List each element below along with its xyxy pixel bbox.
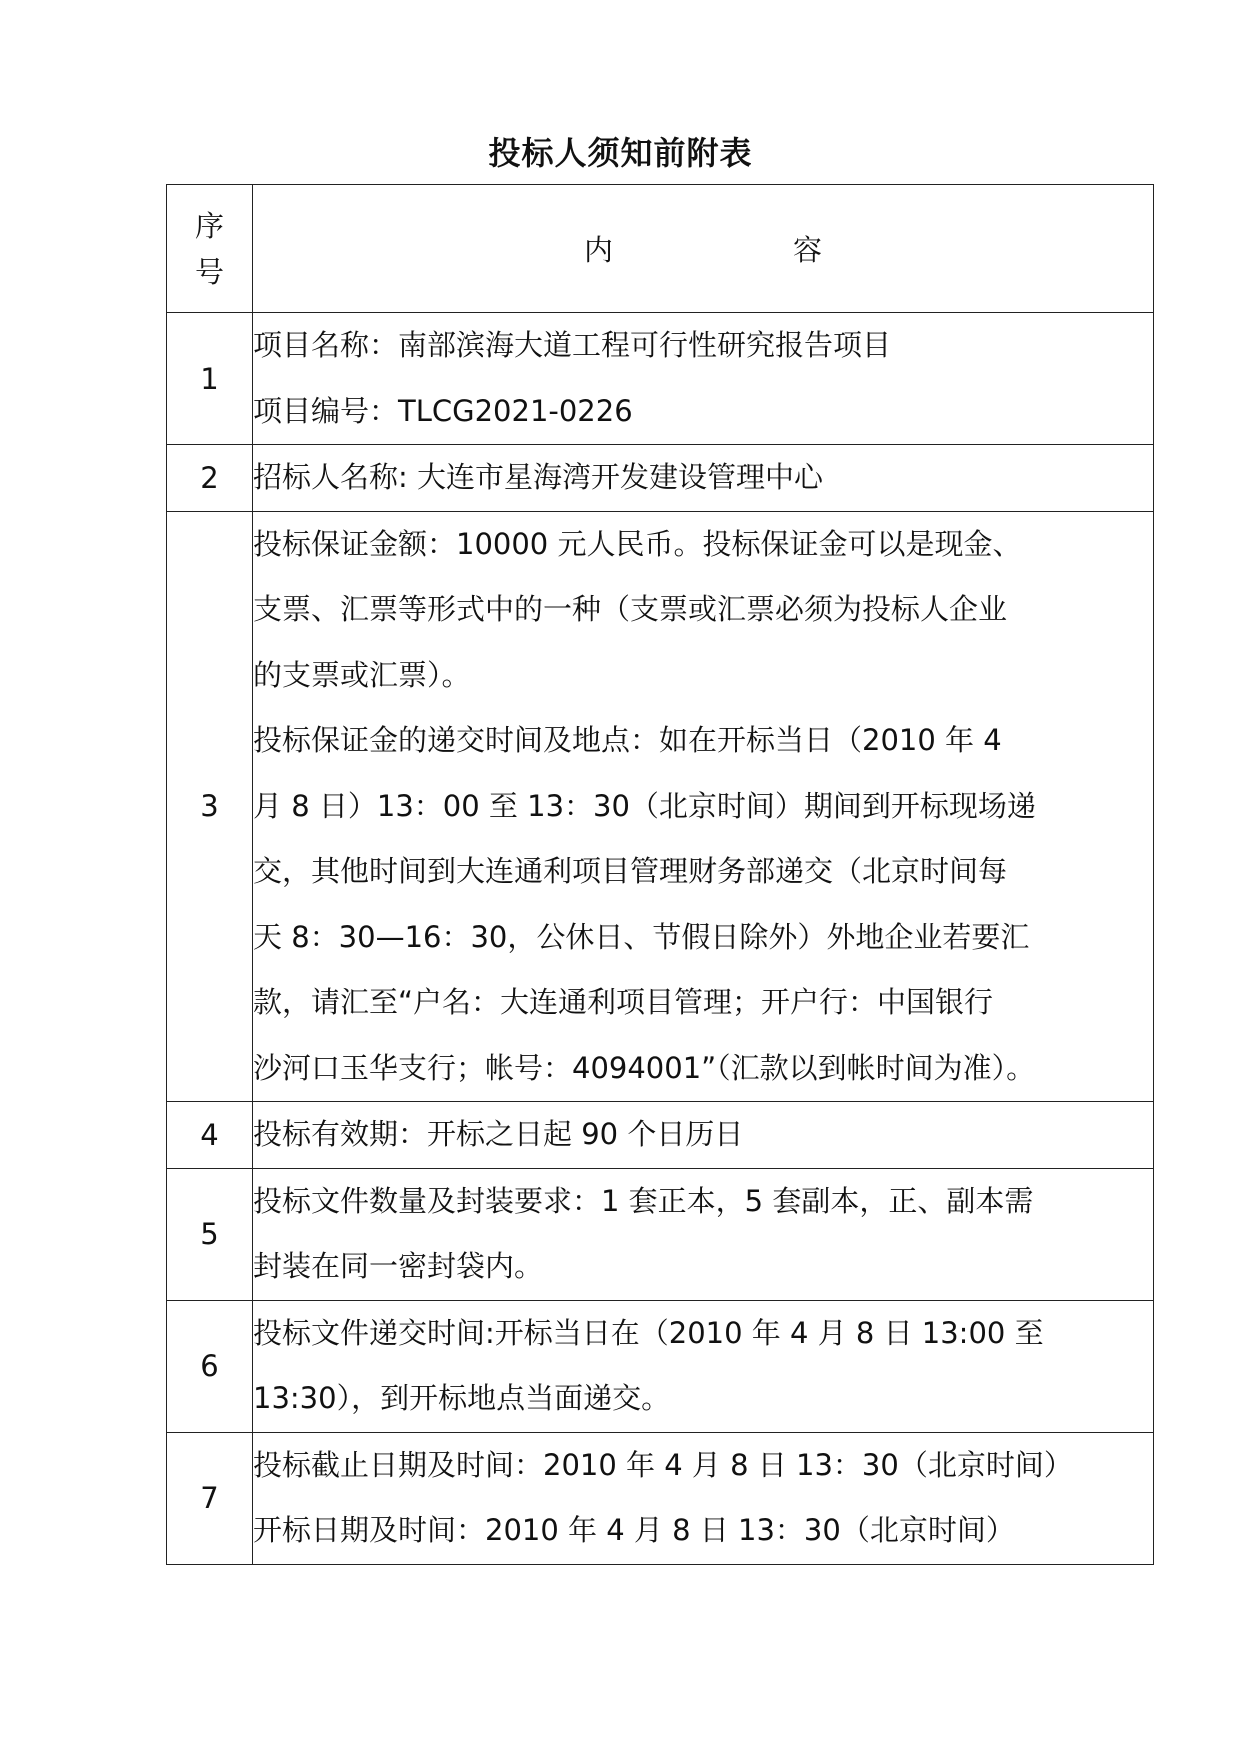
content-line: 月 8 日）13：00 至 13：30（北京时间）期间到开标现场递 [253, 788, 1036, 823]
content-line: 投标保证金额：10000 元人民币。投标保证金可以是现金、 [253, 526, 1022, 561]
content-line: 款，请汇至“户名：大连通利项目管理；开户行：中国银行 [253, 985, 994, 1019]
table-row [167, 313, 1154, 445]
bidder-instructions-table [166, 184, 1154, 1565]
table-row [167, 1300, 1154, 1432]
content-line: 项目名称：南部滨海大道工程可行性研究报告项目 [253, 328, 892, 362]
content-line: 的支票或汇票）。 [253, 657, 471, 692]
table-row [167, 1102, 1154, 1169]
row-content [253, 1432, 1154, 1564]
row-content [253, 1168, 1154, 1300]
row-number: 4 [167, 1102, 253, 1169]
table-row [167, 1432, 1154, 1564]
row-content [253, 313, 1154, 445]
content-line: 投标文件数量及封装要求：1 套正本，5 套副本，正、副本需 [253, 1183, 1034, 1218]
row-content [253, 445, 1154, 512]
document-title: 投标人须知前附表 [488, 134, 753, 172]
content-line: 支票、汇票等形式中的一种（支票或汇票必须为投标人企业 [253, 592, 1008, 626]
row-content [253, 511, 1154, 1102]
content-line: 交，其他时间到大连通利项目管理财务部递交（北京时间每 [253, 854, 1008, 888]
content-line: 投标有效期：开标之日起 90 个日历日 [253, 1117, 744, 1151]
content-line: 投标截止日期及时间：2010 年 4 月 8 日 13：30（北京时间） [253, 1447, 1073, 1482]
header-content: 内 容 [253, 185, 1154, 313]
table-row [167, 445, 1154, 512]
table-row [167, 1168, 1154, 1300]
content-line: 项目编号：TLCG2021-0226 [253, 393, 633, 428]
row-number: 1 [167, 313, 253, 445]
content-line: 封装在同一密封袋内。 [253, 1249, 544, 1283]
content-line: 投标保证金的递交时间及地点：如在开标当日（2010 年 4 [253, 723, 1002, 757]
content-line: 13:30），到开标地点当面递交。 [253, 1381, 671, 1415]
row-number: 2 [167, 445, 253, 512]
row-content [253, 1300, 1154, 1432]
row-number: 7 [167, 1432, 253, 1564]
row-number: 5 [167, 1168, 253, 1300]
row-content [253, 1102, 1154, 1169]
content-line: 天 8：30—16：30，公休日、节假日除外）外地企业若要汇 [253, 919, 1030, 954]
content-line: 投标文件递交时间:开标当日在（2010 年 4 月 8 日 13:00 至 [253, 1315, 1044, 1350]
content-line: 招标人名称: 大连市星海湾开发建设管理中心 [253, 460, 823, 494]
table-row [167, 511, 1154, 1102]
table-header-row [167, 185, 1154, 313]
content-line: 沙河口玉华支行；帐号：4094001”（汇款以到帐时间为准）。 [253, 1050, 1036, 1085]
content-line: 开标日期及时间：2010 年 4 月 8 日 13：30（北京时间） [253, 1513, 1015, 1547]
row-number: 6 [167, 1300, 253, 1432]
header-serial-number: 序 号 [167, 185, 253, 313]
row-number: 3 [167, 511, 253, 1102]
